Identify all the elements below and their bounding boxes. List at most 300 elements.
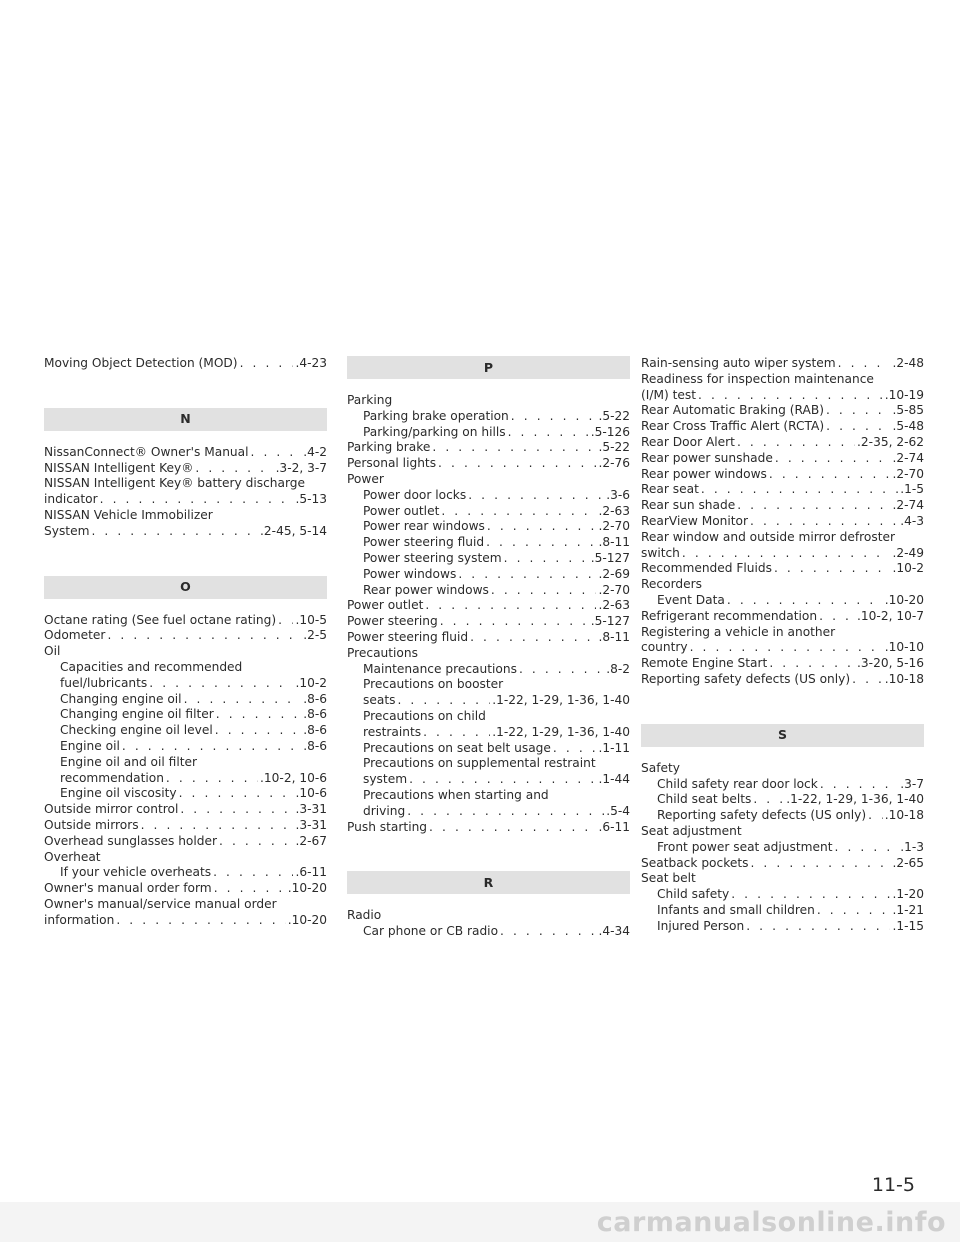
index-entry	[641, 467, 924, 483]
index-entry-page-ref: .8-6	[303, 707, 327, 722]
index-entry	[44, 802, 327, 818]
index-entry-label: Infants and small children	[657, 902, 815, 917]
index-entry-label: Reporting safety defects (US only)	[657, 808, 867, 823]
index-entry-label: Event Data	[657, 592, 725, 607]
index-entry	[641, 403, 924, 419]
index-entry-label: Car phone or CB radio	[363, 924, 499, 939]
index-entry	[641, 840, 924, 856]
dot-leader	[553, 741, 597, 757]
index-entry	[44, 707, 327, 723]
index-entry-heading	[641, 761, 924, 777]
index-entry-page-ref: .8-6	[303, 738, 327, 753]
dot-leader	[432, 440, 596, 456]
index-column-2	[347, 356, 630, 940]
index-entry-page-ref: .3-31	[295, 802, 327, 817]
index-entry-label: Injured Person	[657, 918, 745, 933]
index-entry-label: NISSAN Intelligent Key®	[44, 460, 194, 475]
index-entry-label: Power rear windows	[363, 519, 485, 534]
section-letter-header: N	[44, 408, 327, 431]
index-entry-heading	[44, 644, 327, 660]
index-entry	[641, 656, 924, 672]
index-entry-label: Power steering system	[363, 550, 502, 565]
index-entry	[347, 741, 630, 757]
index-entry-label: Seat belt	[641, 871, 696, 886]
dot-leader	[835, 840, 899, 856]
index-entry-page-ref: .8-11	[598, 629, 630, 644]
index-entry-label: Recorders	[641, 577, 702, 592]
index-entry	[641, 808, 924, 824]
index-entry	[641, 356, 924, 372]
index-entry-page-ref: .2-67	[295, 833, 327, 848]
dot-leader	[737, 435, 855, 451]
index-entry-label: Safety	[641, 760, 680, 775]
dot-leader	[180, 802, 293, 818]
dot-leader	[698, 388, 883, 404]
index-entry	[44, 818, 327, 834]
index-entry-page-ref: .10-10	[884, 640, 924, 655]
index-entry-label: Rear power sunshade	[641, 450, 773, 465]
index-entry-label: Rear Automatic Braking (RAB)	[641, 403, 824, 418]
index-entry	[347, 519, 630, 535]
index-entry	[347, 440, 630, 456]
index-entry-label: Seatback pockets	[641, 855, 749, 870]
index-entry-label: Power outlet	[347, 598, 424, 613]
dot-leader	[216, 707, 301, 723]
index-entry-label: Rear seat	[641, 482, 699, 497]
dot-leader	[179, 786, 294, 802]
index-entry-page-ref: .5-85	[892, 403, 924, 418]
section-letter-header: P	[347, 356, 630, 379]
index-entry-label: information	[44, 912, 115, 927]
index-entry-label: Parking brake	[347, 440, 431, 455]
index-entry-label: Outside mirror control	[44, 802, 179, 817]
index-entry-label: Reporting safety defects (US only)	[641, 671, 851, 686]
dot-leader	[775, 451, 891, 467]
index-entry	[641, 609, 924, 625]
dot-leader	[214, 881, 286, 897]
index-entry-label: Power door locks	[363, 487, 467, 502]
index-entry-label: Changing engine oil	[60, 691, 182, 706]
index-entry-label: System	[44, 523, 90, 538]
index-entry-label: Engine oil and oil filter	[60, 754, 198, 769]
index-entry-label: Rear power windows	[641, 466, 767, 481]
index-entry	[347, 456, 630, 472]
dot-leader	[423, 725, 490, 741]
index-entry	[44, 692, 327, 708]
index-entry-heading	[44, 660, 327, 676]
index-entry	[347, 693, 630, 709]
index-entry	[44, 676, 327, 692]
index-entry-heading	[641, 577, 924, 593]
index-entry-label: Power steering	[347, 614, 438, 629]
index-entry-page-ref: .1-22, 1-29, 1-36, 1-40	[492, 693, 630, 708]
index-entry-heading	[347, 393, 630, 409]
index-entry-heading	[347, 756, 630, 772]
index-entry-label: Rain-sensing auto wiper system	[641, 356, 836, 370]
index-entry	[44, 771, 327, 787]
dot-leader	[511, 409, 597, 425]
dot-leader	[240, 356, 294, 372]
index-entry-label: Registering a vehicle in another	[641, 624, 836, 639]
index-entry-label: NISSAN Vehicle Immobilizer	[44, 507, 213, 522]
index-entry-page-ref: .4-3	[900, 513, 924, 528]
index-entry-label: country	[641, 640, 688, 655]
index-entry-page-ref: .2-65	[892, 855, 924, 870]
dot-leader	[166, 771, 258, 787]
index-entry	[641, 419, 924, 435]
index-entry-heading	[44, 755, 327, 771]
index-entry-label: Readiness for inspection maintenance	[641, 371, 874, 386]
index-entry-page-ref: .5-13	[295, 492, 327, 507]
index-entry-label: Rear power windows	[363, 582, 489, 597]
dot-leader	[107, 628, 301, 644]
index-entry-page-ref: .1-11	[598, 740, 630, 755]
index-entry	[347, 924, 630, 940]
index-entry	[641, 903, 924, 919]
index-entry-label: Refrigerant recommendation	[641, 608, 818, 623]
index-entry	[44, 913, 327, 929]
index-entry-heading	[641, 530, 924, 546]
index-entry-label: Power steering fluid	[347, 629, 469, 644]
dot-leader	[407, 804, 604, 820]
dot-leader	[817, 903, 891, 919]
index-entry-label: Outside mirrors	[44, 817, 139, 832]
index-entry-page-ref: .1-3	[900, 839, 924, 854]
index-entry	[44, 524, 327, 540]
index-entry-heading	[641, 871, 924, 887]
index-entry	[347, 567, 630, 583]
index-entry	[347, 772, 630, 788]
index-entry-page-ref: .10-18	[884, 671, 924, 686]
dot-leader	[820, 777, 898, 793]
dot-leader	[826, 403, 891, 419]
index-entry-heading	[44, 897, 327, 913]
index-entry-page-ref: .3-20, 5-16	[857, 656, 924, 671]
index-entry-label: Parking brake operation	[363, 408, 509, 423]
dot-leader	[100, 492, 294, 508]
index-entry-page-ref: .5-48	[892, 419, 924, 434]
index-entry	[347, 551, 630, 567]
index-column-3	[641, 356, 924, 935]
dot-leader	[519, 662, 604, 678]
index-entry	[44, 723, 327, 739]
index-entry	[641, 514, 924, 530]
index-entry-label: switch	[641, 545, 680, 560]
index-entry-page-ref: .2-74	[892, 498, 924, 513]
section-letter-header: S	[641, 724, 924, 747]
dot-leader	[750, 856, 890, 872]
index-entry-page-ref: .2-49	[892, 545, 924, 560]
dot-leader	[504, 551, 589, 567]
dot-leader	[682, 546, 891, 562]
index-entry-page-ref: .2-69	[598, 566, 630, 581]
index-entry-label: Recommended Fluids	[641, 561, 772, 576]
index-entry-label: Odometer	[44, 628, 106, 643]
dot-leader	[500, 924, 596, 940]
index-entry-page-ref: .10-19	[884, 387, 924, 402]
dot-leader	[750, 514, 898, 530]
index-entry	[641, 777, 924, 793]
index-entry-page-ref: .2-74	[892, 450, 924, 465]
dot-leader	[774, 561, 890, 577]
index-entry-page-ref: .6-11	[295, 865, 327, 880]
index-entry-label: Radio	[347, 908, 382, 923]
index-entry-page-ref: .2-5	[303, 628, 327, 643]
index-entry-heading	[44, 476, 327, 492]
dot-leader	[737, 498, 890, 514]
index-entry-label: Child safety rear door lock	[657, 776, 818, 791]
index-entry-page-ref: .2-76	[598, 456, 630, 471]
index-entry-page-ref: .2-63	[598, 503, 630, 518]
index-entry-label: If your vehicle overheats	[60, 865, 212, 880]
index-entry-page-ref: .3-7	[900, 776, 924, 791]
dot-leader	[149, 676, 293, 692]
index-entry-page-ref: .6-11	[598, 819, 630, 834]
dot-leader	[690, 640, 883, 656]
index-entry-label: indicator	[44, 492, 98, 507]
dot-leader	[819, 609, 855, 625]
dot-leader	[826, 419, 890, 435]
watermark: carmanualsonline.info	[0, 1202, 960, 1242]
dot-leader	[470, 630, 596, 646]
index-entry	[641, 593, 924, 609]
dot-leader	[701, 482, 898, 498]
index-entry-heading	[347, 677, 630, 693]
dot-leader	[213, 865, 293, 881]
index-entry-label: RearView Monitor	[641, 513, 749, 528]
index-entry	[44, 461, 327, 477]
index-entry-heading	[347, 709, 630, 725]
index-entry-label: Parking/parking on hills	[363, 424, 506, 439]
index-entry-label: NissanConnect® Owner's Manual	[44, 444, 249, 459]
index-entry-label: NISSAN Intelligent Key® battery discharge	[44, 476, 306, 491]
index-entry-page-ref: .5-126	[590, 424, 630, 439]
index-entry-label: Overhead sunglasses holder	[44, 833, 218, 848]
index-entry-label: Precautions on supplemental restraint	[363, 756, 596, 771]
index-entry-label: Precautions on seat belt usage	[363, 740, 551, 755]
index-entry-label: Maintenance precautions	[363, 661, 517, 676]
dot-leader	[487, 519, 597, 535]
index-entry-label: Precautions on booster	[363, 677, 504, 692]
index-entry	[347, 583, 630, 599]
index-entry-label: seats	[363, 693, 396, 708]
dot-leader	[440, 614, 589, 630]
dot-leader	[769, 656, 855, 672]
index-entry-label: Power	[347, 471, 384, 486]
index-entry-label: fuel/lubricants	[60, 675, 148, 690]
dot-leader	[141, 818, 294, 834]
index-entry-label: Power steering fluid	[363, 535, 485, 550]
dot-leader	[753, 792, 784, 808]
dot-leader	[91, 524, 258, 540]
index-entry-heading	[347, 788, 630, 804]
index-entry	[641, 640, 924, 656]
index-entry-page-ref: .5-127	[590, 614, 630, 629]
index-entry	[347, 662, 630, 678]
index-entry-label: Checking engine oil level	[60, 723, 213, 738]
index-entry	[44, 445, 327, 461]
index-entry-page-ref: .5-22	[598, 408, 630, 423]
index-entry-label: Precautions when starting and	[363, 787, 549, 802]
index-entry-label: Engine oil	[60, 738, 120, 753]
index-entry	[44, 613, 327, 629]
index-entry-heading	[641, 625, 924, 641]
index-entry-page-ref: .10-2	[295, 675, 327, 690]
index-entry-page-ref: .10-20	[287, 881, 327, 896]
dot-leader	[731, 887, 890, 903]
dot-leader	[852, 672, 883, 688]
dot-leader	[425, 598, 596, 614]
index-entry-page-ref: .3-2, 3-7	[275, 460, 327, 475]
index-entry	[44, 628, 327, 644]
index-entry-page-ref: .2-63	[598, 598, 630, 613]
dot-leader	[491, 583, 597, 599]
dot-leader	[441, 504, 596, 520]
dot-leader	[397, 693, 490, 709]
index-entry	[347, 820, 630, 836]
index-entry-label: Precautions on child	[363, 708, 486, 723]
index-entry-label: Push starting	[347, 819, 428, 834]
index-entry-label: Rear sun shade	[641, 498, 736, 513]
dot-leader	[215, 723, 301, 739]
index-entry-page-ref: .5-4	[606, 803, 630, 818]
index-entry	[641, 561, 924, 577]
index-entry	[347, 488, 630, 504]
index-entry-label: Rear Door Alert	[641, 434, 735, 449]
index-entry-page-ref: .10-2, 10-6	[260, 770, 327, 785]
index-entry	[641, 435, 924, 451]
index-entry-label: Parking	[347, 393, 393, 407]
index-entry-page-ref: .1-5	[900, 482, 924, 497]
index-entry-label: Rear Cross Traffic Alert (RCTA)	[641, 419, 825, 434]
index-entry-page-ref: .2-48	[892, 356, 924, 370]
dot-leader	[409, 772, 596, 788]
index-entry-label: (I/M) test	[641, 387, 697, 402]
index-entry	[44, 492, 327, 508]
index-entry	[641, 482, 924, 498]
index-entry-label: Oil	[44, 644, 61, 659]
index-entry-page-ref: .8-6	[303, 723, 327, 738]
index-entry-page-ref: .2-35, 2-62	[857, 434, 924, 449]
index-entry-label: Front power seat adjustment	[657, 839, 833, 854]
index-entry	[641, 546, 924, 562]
dot-leader	[251, 445, 302, 461]
index-entry	[44, 739, 327, 755]
index-entry-label: Owner's manual order form	[44, 881, 212, 896]
index-entry-label: Owner's manual/service manual order	[44, 896, 277, 911]
index-entry-heading	[44, 508, 327, 524]
dot-leader	[727, 593, 883, 609]
index-entry	[347, 804, 630, 820]
index-entry	[44, 865, 327, 881]
index-entry-label: Personal lights	[347, 456, 437, 471]
index-entry-page-ref: .10-2, 10-7	[857, 608, 924, 623]
index-entry-page-ref: .1-21	[892, 902, 924, 917]
index-entry-label: Seat adjustment	[641, 823, 742, 838]
index-entry-page-ref: .8-6	[303, 691, 327, 706]
index-entry	[347, 614, 630, 630]
index-entry	[347, 630, 630, 646]
index-entry-heading	[347, 908, 630, 924]
dot-leader	[122, 739, 301, 755]
dot-leader	[769, 467, 891, 483]
index-entry-label: Precautions	[347, 645, 418, 660]
index-entry-heading	[44, 850, 327, 866]
dot-leader	[486, 535, 596, 551]
index-entry-page-ref: .4-2	[303, 444, 327, 459]
dot-leader	[278, 613, 293, 629]
index-entry-label: Overheat	[44, 849, 101, 864]
index-entry	[347, 409, 630, 425]
dot-leader	[868, 808, 883, 824]
index-entry-page-ref: .5-22	[598, 440, 630, 455]
index-entry	[641, 498, 924, 514]
index-entry-heading	[347, 472, 630, 488]
index-entry	[347, 504, 630, 520]
index-entry	[641, 388, 924, 404]
index-entry-label: Child safety	[657, 887, 730, 902]
index-entry	[44, 834, 327, 850]
section-letter-header: O	[44, 576, 327, 599]
index-entry-label: Rear window and outside mirror defroster	[641, 529, 895, 544]
index-entry	[641, 792, 924, 808]
index-entry-label: system	[363, 772, 408, 787]
index-entry-page-ref: .10-5	[295, 612, 327, 627]
index-entry	[641, 672, 924, 688]
index-entry-page-ref: .4-23	[295, 356, 327, 370]
index-entry-page-ref: .2-70	[598, 519, 630, 534]
index-entry-page-ref: .1-20	[892, 887, 924, 902]
index-entry-label: Moving Object Detection (MOD)	[44, 356, 238, 370]
index-entry-page-ref: .8-2	[606, 661, 630, 676]
index-entry-label: recommendation	[60, 770, 164, 785]
index-entry	[347, 425, 630, 441]
index-entry-page-ref: .10-20	[287, 912, 327, 927]
dot-leader	[458, 567, 596, 583]
index-entry	[44, 786, 327, 802]
index-entry	[44, 356, 327, 372]
index-entry-page-ref: .10-18	[884, 808, 924, 823]
index-entry	[347, 535, 630, 551]
page-number: 11-5	[871, 1174, 915, 1196]
index-entry	[641, 856, 924, 872]
index-entry-page-ref: .2-70	[892, 466, 924, 481]
dot-leader	[438, 456, 596, 472]
dot-leader	[184, 692, 302, 708]
index-entry-heading	[347, 646, 630, 662]
index-entry	[641, 451, 924, 467]
dot-leader	[508, 425, 589, 441]
index-entry-label: Capacities and recommended	[60, 659, 243, 674]
index-entry-page-ref: .1-15	[892, 918, 924, 933]
index-entry-page-ref: .5-127	[590, 550, 630, 565]
dot-leader	[468, 488, 604, 504]
index-entry-label: Engine oil viscosity	[60, 786, 177, 801]
index-entry-page-ref: .3-6	[606, 487, 630, 502]
section-letter-header: R	[347, 871, 630, 894]
index-entry-page-ref: .2-70	[598, 582, 630, 597]
index-entry-page-ref: .2-45, 5-14	[260, 523, 327, 538]
index-entry	[347, 725, 630, 741]
index-entry-label: Power windows	[363, 566, 457, 581]
index-entry-page-ref: .8-11	[598, 535, 630, 550]
index-entry-label: Changing engine oil filter	[60, 707, 214, 722]
index-entry-page-ref: .1-44	[598, 772, 630, 787]
index-entry-page-ref: .3-31	[295, 817, 327, 832]
index-entry-page-ref: .10-6	[295, 786, 327, 801]
index-entry-page-ref: .10-20	[884, 592, 924, 607]
index-entry-label: Octane rating (See fuel octane rating)	[44, 612, 277, 627]
